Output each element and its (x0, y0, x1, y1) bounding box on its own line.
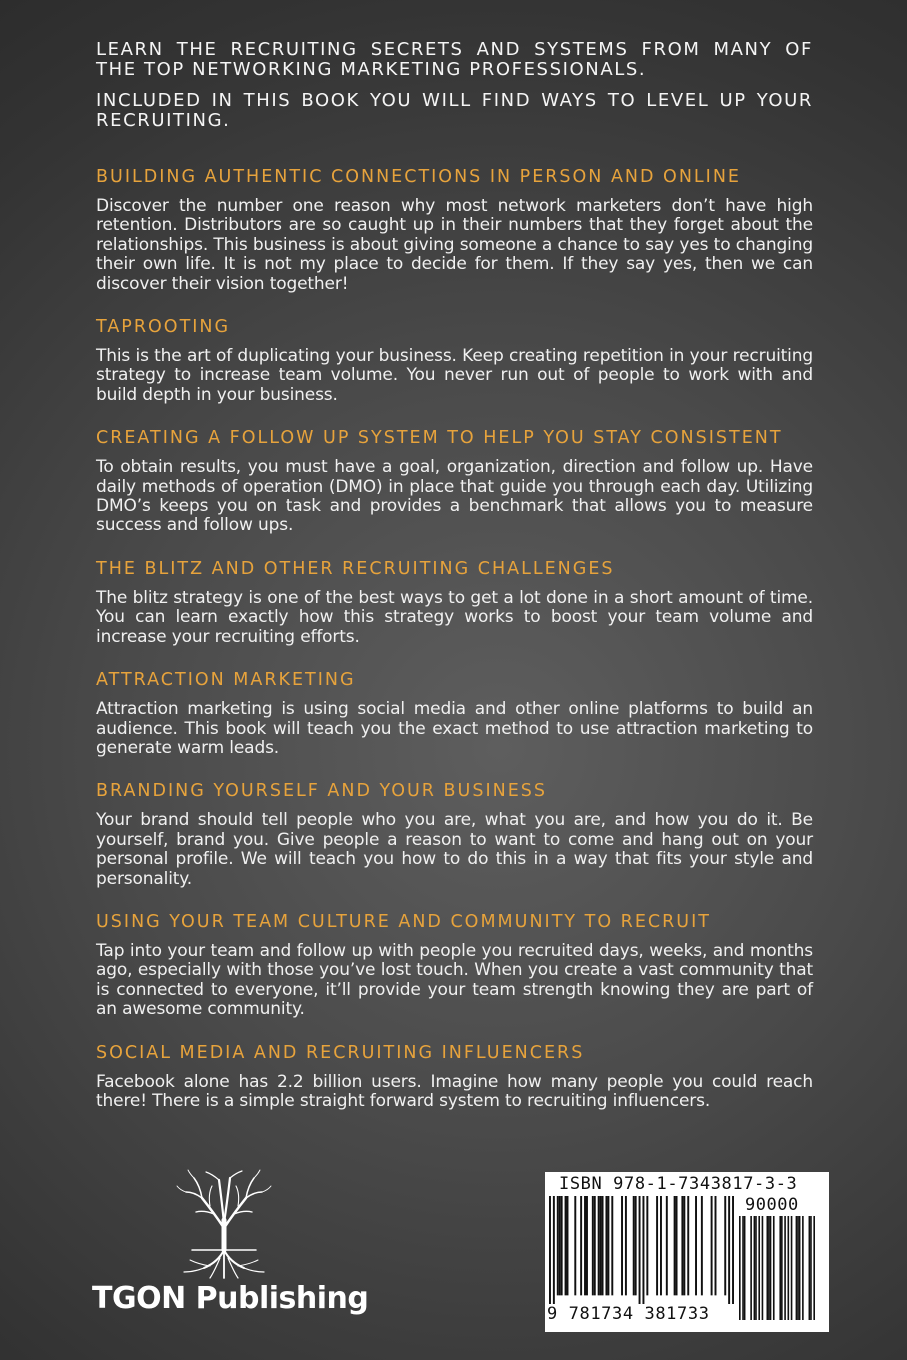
addon-bar (773, 1216, 775, 1320)
barcode-bar (559, 1196, 561, 1295)
section-heading: BRANDING YOURSELF AND YOUR BUSINESS (96, 781, 547, 802)
barcode-bar (598, 1196, 600, 1295)
barcode-bar (594, 1196, 596, 1295)
barcode-bar (695, 1196, 697, 1295)
section-heading: CREATING A FOLLOW UP SYSTEM TO HELP YOU STAY CONSISTENT (96, 428, 783, 449)
section-body: Tap into your team and follow up with people you recruited days, weeks, and months ago, especially with those you’ve lost touch. When you create a vast community that is connected to everyone, it’ll provide your team strength knowing they are part of an awesome community. (96, 940, 813, 1020)
addon-bar (742, 1216, 744, 1320)
barcode-bar (681, 1196, 683, 1295)
barcode-bar (553, 1196, 555, 1304)
addon-bar (791, 1216, 793, 1320)
barcode-bar (674, 1196, 676, 1295)
barcode-bar (687, 1196, 689, 1295)
section-body: Attraction marketing is using social media and other online platforms to build an audience. This book will teach you the exact method to use attraction marketing to generate warm leads. (96, 699, 813, 758)
addon-bar (797, 1216, 799, 1320)
barcode-bar (639, 1196, 641, 1304)
addon-bar (755, 1216, 757, 1320)
addon-bar (813, 1216, 815, 1320)
barcode-bar (580, 1196, 582, 1295)
addon-bar (788, 1216, 790, 1320)
barcode-digits: 9 781734 381733 (547, 1304, 710, 1324)
section-team-culture (96, 912, 813, 1020)
barcode-bar (635, 1196, 637, 1295)
publisher-name: TGON Publishing (92, 1281, 369, 1316)
section-taprooting (96, 317, 813, 405)
addon-bar (802, 1216, 804, 1320)
barcode-bar (660, 1196, 662, 1295)
barcode-bar (683, 1196, 685, 1295)
section-branding (96, 781, 813, 889)
addon-bar (768, 1216, 770, 1320)
addon-bar (809, 1216, 811, 1320)
addon-bar (779, 1216, 781, 1320)
isbn-barcode (545, 1172, 829, 1332)
barcode-bar (732, 1196, 734, 1304)
barcode-bar (633, 1196, 635, 1295)
section-attraction-marketing (96, 670, 813, 758)
barcode-bar (621, 1196, 623, 1295)
barcode-bar (602, 1196, 604, 1295)
addon-bar (781, 1216, 783, 1320)
section-body: To obtain results, you must have a goal, organization, direction and follow up. Have daily methods of operation (DMO) in place that guide you through each day. Utilizing DMO’s keeps you on task and provides a benchmark that allows you to measure success and follow ups. (96, 457, 813, 536)
barcode-bar (557, 1196, 559, 1295)
addon-bar (810, 1216, 812, 1320)
ean13-bars (549, 1196, 734, 1304)
section-body: Facebook alone has 2.2 billion users. Imagine how many people you could reach there! There is a simple straight forward system to recruiting influencers. (96, 1071, 813, 1111)
isbn-label: ISBN 978-1-7343817-3-3 (559, 1174, 798, 1194)
addon-bar (796, 1216, 798, 1320)
barcode-bar (711, 1196, 713, 1295)
addon-bar (739, 1216, 741, 1320)
barcode-bar (646, 1196, 648, 1295)
addon-bar (762, 1216, 764, 1320)
section-heading: THE BLITZ AND OTHER RECRUITING CHALLENGES (96, 558, 615, 579)
section-body: Your brand should tell people who you are, what you are, and how you do it. Be yourself, brand you. Give people a reason to want to come and hang out on your personal profile. We will teach you how to do this in a way that fits your style and personality. (96, 810, 813, 889)
addon-bars (739, 1216, 815, 1320)
barcode-bar (656, 1196, 658, 1295)
section-heading: ATTRACTION MARKETING (96, 670, 356, 691)
barcode-bar (600, 1196, 602, 1295)
barcode-bar (605, 1196, 607, 1295)
back-cover-text (96, 40, 813, 1134)
section-blitz (96, 559, 813, 647)
barcode-bar (728, 1196, 730, 1304)
addon-bar (799, 1216, 801, 1320)
intro-line-2: INCLUDED IN THIS BOOK YOU WILL FIND WAYS TO LEVEL UP YOUR RECRUITING. (96, 90, 813, 131)
section-heading: SOCIAL MEDIA AND RECRUITING INFLUENCERS (96, 1042, 585, 1063)
section-follow-up-system (96, 428, 813, 536)
addon-bar (754, 1216, 756, 1320)
addon-bar (766, 1216, 768, 1320)
barcode-bar (715, 1196, 717, 1295)
addon-bar (744, 1216, 746, 1320)
section-heading: BUILDING AUTHENTIC CONNECTIONS IN PERSON AND ONLINE (96, 167, 741, 187)
barcode-bar (666, 1196, 668, 1295)
intro-line-1: LEARN THE RECRUITING SECRETS AND SYSTEMS FROM MANY OF THE TOP NETWORKING MARKETING PROFESSIONALS. (96, 39, 813, 80)
section-social-media (96, 1043, 813, 1112)
section-heading: TAPROOTING (96, 317, 231, 338)
barcode-bar (611, 1196, 613, 1295)
section-heading: USING YOUR TEAM CULTURE AND COMMUNITY TO RECRUIT (96, 911, 711, 932)
barcode-bar (592, 1196, 594, 1295)
section-authentic-connections (96, 167, 813, 294)
barcode-bar (561, 1196, 563, 1295)
section-body: Discover the number one reason why most network marketers don’t have high retention. Distributors are so caught up in their numbers that they forget about the relationships. This business is about giving someone a chance to say yes to changing their own life. It is not my place to decide for them. If they say yes, then we can discover their vision together! (96, 196, 813, 294)
barcode-bar (724, 1196, 726, 1295)
barcode-bar (607, 1196, 609, 1295)
barcode-bar (549, 1196, 551, 1304)
barcode-bar (584, 1196, 586, 1295)
barcode-bar (701, 1196, 703, 1295)
section-body: This is the art of duplicating your business. Keep creating repetition in your recruiting strategy to increase team volume. You never run out of people to work with and build depth in your business. (96, 346, 813, 405)
addon-bar (784, 1216, 786, 1320)
addon-bar (750, 1216, 752, 1320)
barcode-bar (642, 1196, 644, 1304)
barcode-bar (565, 1196, 567, 1295)
barcode-bar (567, 1196, 569, 1295)
barcode-bar (586, 1196, 588, 1295)
addon-bar (758, 1216, 760, 1320)
barcode-bar (676, 1196, 678, 1295)
tree-with-roots-icon (174, 1168, 274, 1280)
barcode-bar (625, 1196, 627, 1295)
publisher-logo (92, 1168, 369, 1328)
section-body: The blitz strategy is one of the best ways to get a lot done in a short amount of time. You can learn exactly how this strategy works to boost your team volume and increase your recruiting efforts. (96, 587, 813, 647)
addon-bar (770, 1216, 772, 1320)
price-code: 90000 (745, 1195, 799, 1215)
barcode-bar (574, 1196, 576, 1295)
